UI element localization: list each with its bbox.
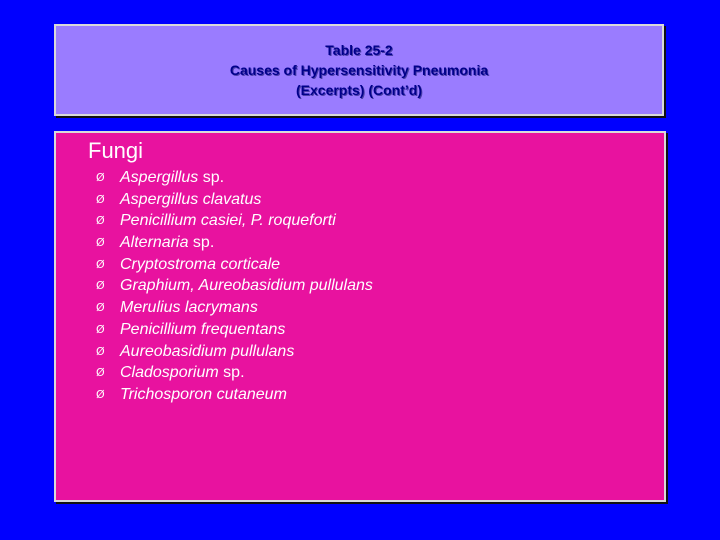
arrow-bullet-icon: Ø (96, 322, 105, 336)
organism-name: Trichosporon cutaneum (120, 385, 287, 403)
list-item (96, 167, 373, 189)
arrow-bullet-icon: Ø (96, 236, 105, 250)
arrow-bullet-icon: Ø (96, 344, 105, 358)
table-title: Causes of Hypersensitivity Pneumonia (229, 62, 489, 78)
organism-name: Cladosporium (120, 364, 219, 382)
table-number: Table 25-2 (325, 42, 393, 58)
organism-name: Penicillium frequentans (120, 320, 286, 338)
organism-name: Cryptostroma corticale (120, 255, 281, 273)
arrow-bullet-icon: Ø (96, 279, 105, 293)
organism-name: Graphium, Aureobasidium pullulans (120, 277, 373, 295)
arrow-bullet-icon: Ø (96, 214, 105, 228)
table-subtitle: (Excerpts) (Cont’d) (296, 82, 422, 98)
arrow-bullet-icon: Ø (96, 366, 105, 380)
organism-name: Alternaria (120, 234, 189, 252)
list-item (96, 341, 373, 363)
organism-name: Aspergillus (120, 169, 199, 186)
title-box (54, 24, 664, 116)
list-item (96, 189, 373, 211)
list-item (96, 362, 373, 384)
list-item (96, 319, 373, 341)
arrow-bullet-icon: Ø (96, 257, 105, 271)
list-item (96, 384, 373, 406)
list-item (96, 297, 373, 319)
arrow-bullet-icon: Ø (96, 387, 105, 401)
organism-suffix: sp. (188, 234, 215, 252)
arrow-bullet-icon: Ø (96, 192, 105, 206)
list-item (96, 275, 373, 297)
list-item (96, 232, 373, 254)
organism-suffix: sp. (198, 169, 225, 186)
list-item (96, 254, 373, 276)
organism-name: Penicillium casiei, P. roqueforti (120, 212, 336, 230)
organism-name: Aureobasidium pullulans (120, 342, 295, 360)
organism-name: Merulius lacrymans (120, 299, 258, 317)
section-heading: Fungi (88, 138, 144, 163)
list-item (96, 210, 373, 232)
organism-list (96, 167, 373, 406)
arrow-bullet-icon: Ø (96, 301, 105, 315)
organism-suffix: sp. (218, 364, 245, 382)
organism-name: Aspergillus clavatus (120, 190, 262, 208)
arrow-bullet-icon: Ø (96, 171, 105, 184)
